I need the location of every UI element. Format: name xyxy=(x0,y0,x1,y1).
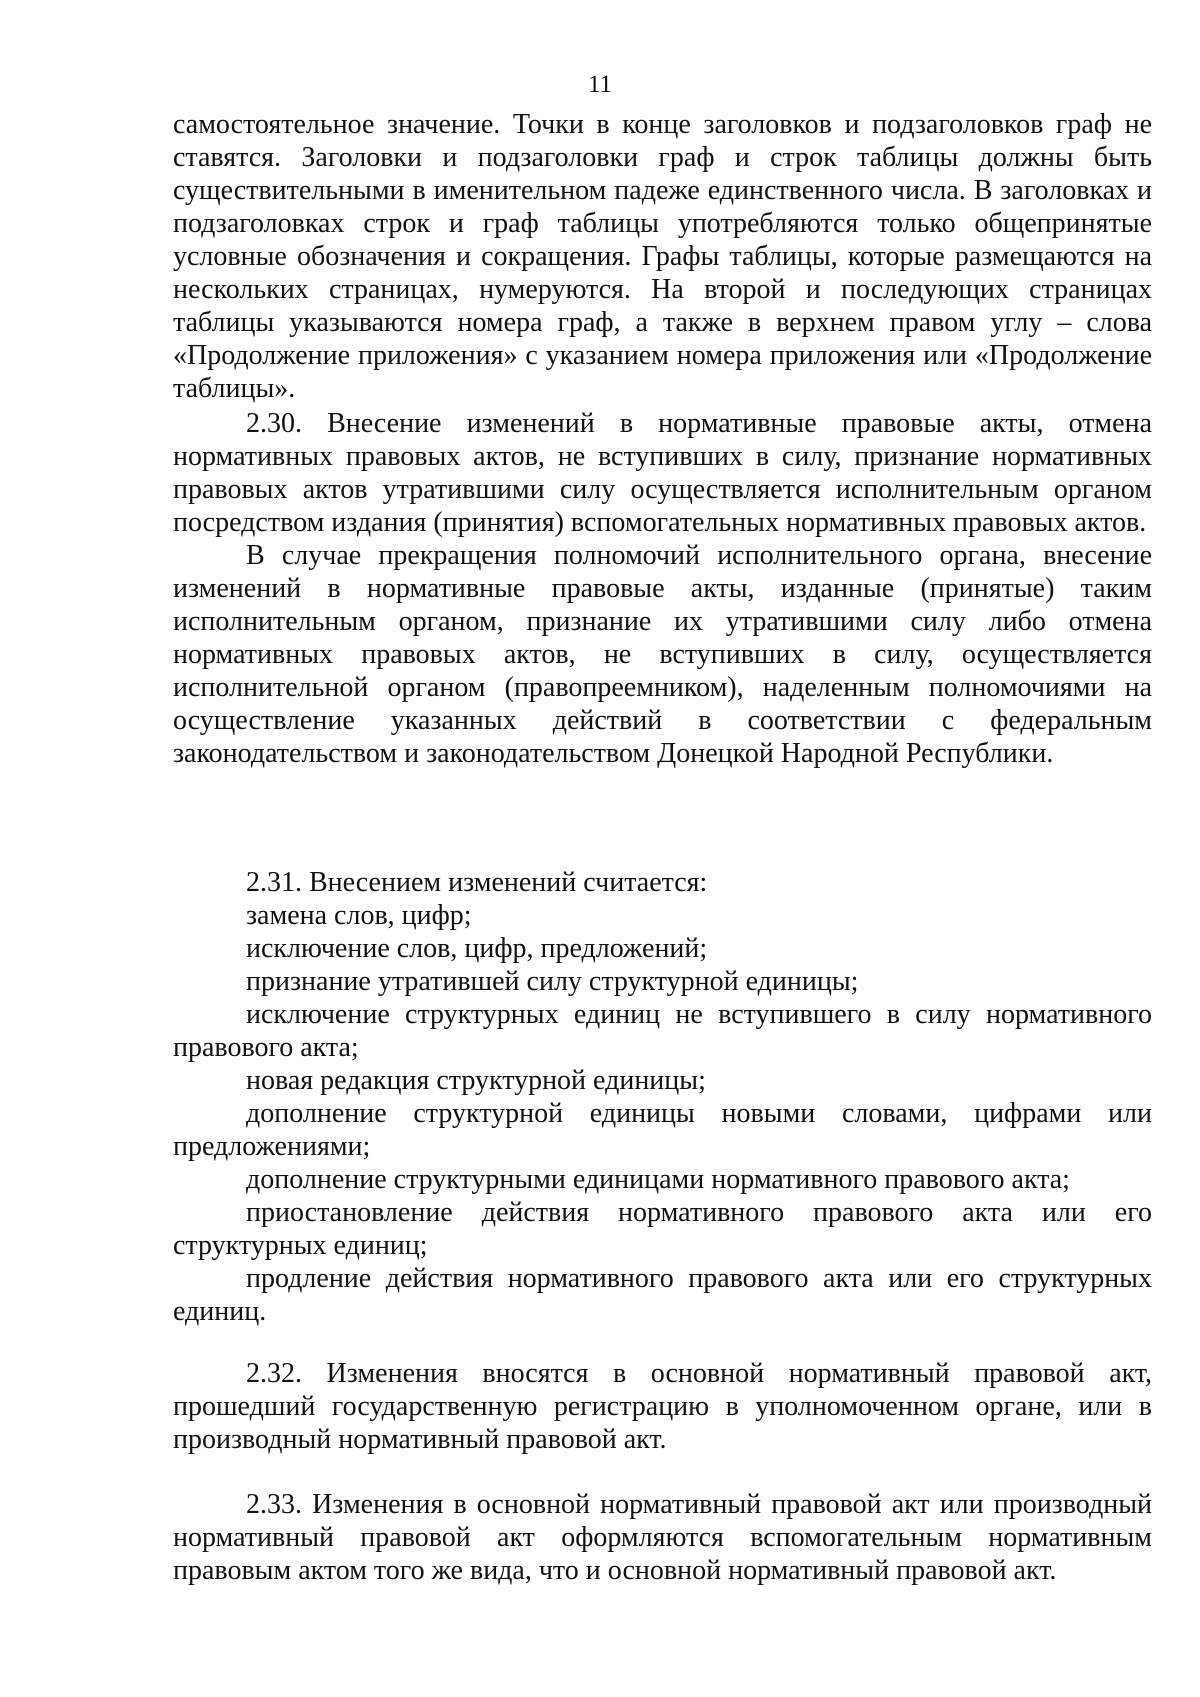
section-2-30-paragraph-1: 2.30. Внесение изменений в нормативные правовые акты, отмена нормативных правовых актов, не вступивших в силу, признание нормативных правовых актов утратившими силу осуществляется исполнительным органом посредством издания (принятия) вспомогательных нормативных правовых актов. xyxy=(173,408,1152,538)
list-item: исключение слов, цифр, предложений; xyxy=(246,933,708,964)
section-2-33 xyxy=(173,1488,1152,1587)
section-2-32-paragraph: 2.32. Изменения вносятся в основной нормативный правовой акт, прошедший государственную регистрацию в уполномоченном органе, или в производный нормативный правовой акт. xyxy=(173,1358,1152,1455)
list-item: приостановление действия нормативного правового акта или его структурных единиц; xyxy=(173,1197,1152,1261)
list-item: дополнение структурными единицами нормативного правового акта; xyxy=(246,1164,1070,1195)
list-item: новая редакция структурной единицы; xyxy=(246,1065,706,1096)
section-2-32 xyxy=(173,1357,1152,1456)
section-2-30 xyxy=(173,407,1152,770)
page-number: 11 xyxy=(587,71,613,98)
intro-block xyxy=(173,108,1152,405)
list-item: дополнение структурной единицы новыми словами, цифрами или предложениями; xyxy=(173,1098,1152,1162)
list-item: замена слов, цифр; xyxy=(246,900,472,931)
section-2-30-paragraph-2: В случае прекращения полномочий исполнительного органа, внесение изменений в нормативные правовые акты, изданные (принятые) таким исполнительным органом, признание их утратившими силу либо отмена нормативных правовых актов, не вступивших в силу, осуществляется исполнительной органом (правопреемником), наделенным полномочиями на осуществление указанных действий в соответствии с федеральным законодательством и законодательством Донецкой Народной Республики. xyxy=(173,540,1152,769)
list-item: продление действия нормативного правового акта или его структурных единиц. xyxy=(173,1263,1152,1327)
section-2-31-heading: 2.31. Внесением изменений считается: xyxy=(246,867,708,898)
section-2-33-paragraph: 2.33. Изменения в основной нормативный правовой акт или производный нормативный правовой акт оформляются вспомогательным нормативным правовым актом того же вида, что и основной нормативный правовой акт. xyxy=(173,1489,1152,1586)
list-item: признание утратившей силу структурной единицы; xyxy=(246,966,859,997)
section-2-31 xyxy=(173,866,1152,1328)
list-item: исключение структурных единиц не вступившего в силу нормативного правового акта; xyxy=(173,999,1152,1063)
intro-paragraph: самостоятельное значение. Точки в конце заголовков и подзаголовков граф не ставятся. Заголовки и подзаголовки граф и строк таблицы должны быть существительными в именительном падеже единственного числа. В заголовках и подзаголовках строк и граф таблицы употребляются только общепринятые условные обозначения и сокращения. Графы таблицы, которые размещаются на нескольких страницах, нумеруются. На второй и последующих страницах таблицы указываются номера граф, а также в верхнем правом углу – слова «Продолжение приложения» с указанием номера приложения или «Продолжение таблицы». xyxy=(173,109,1152,404)
